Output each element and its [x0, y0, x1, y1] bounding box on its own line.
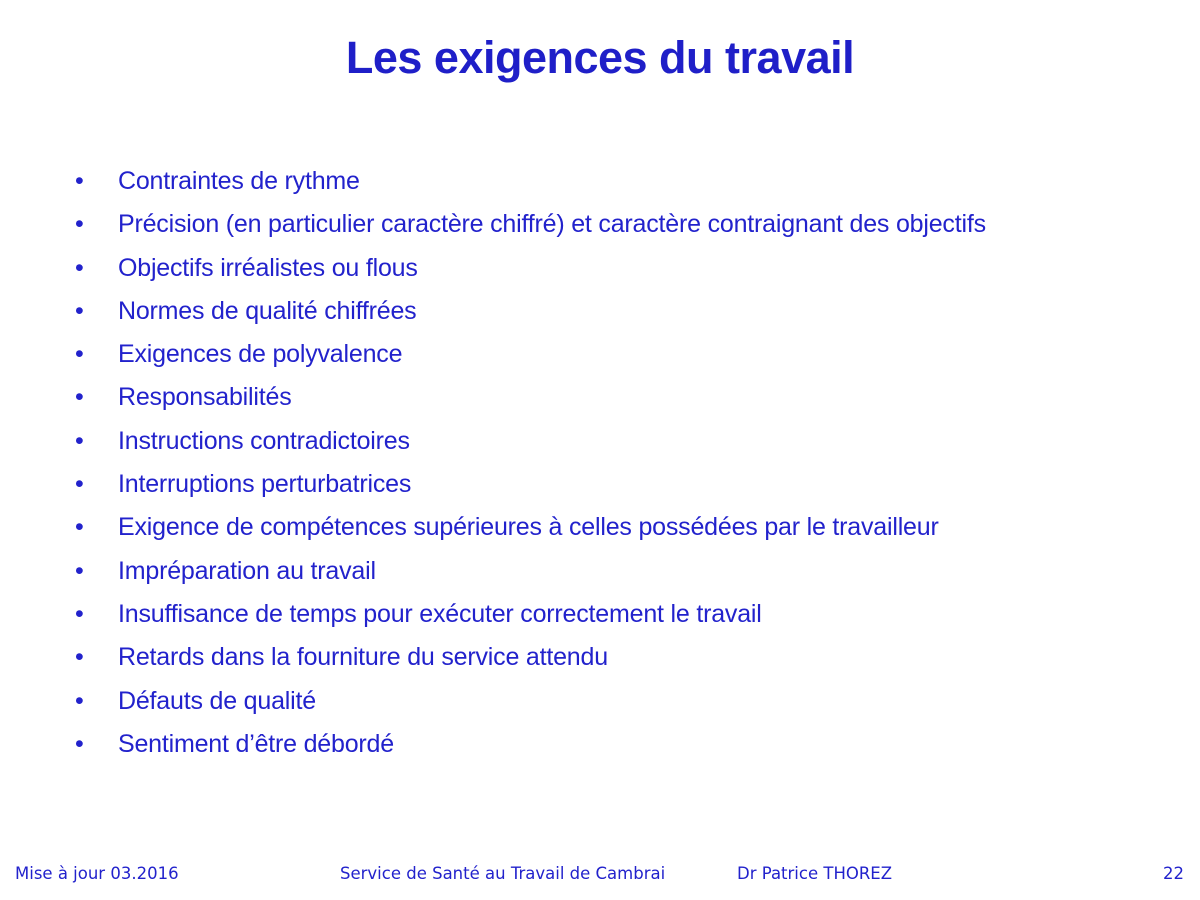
bullet-icon: • [75, 599, 84, 628]
list-item-text: Normes de qualité chiffrées [118, 296, 417, 325]
list-item [75, 376, 1175, 419]
list-item [75, 420, 1175, 463]
list-item-text: Exigences de polyvalence [118, 340, 403, 369]
bullet-icon: • [75, 167, 84, 195]
list-item-text: Retards dans la fourniture du service attendu [118, 643, 608, 672]
footer-page-number: 22 [1163, 864, 1184, 883]
list-item-text: Insuffisance de temps pour exécuter correctement le travail [118, 599, 762, 628]
list-item-text: Objectifs irréalistes ou flous [118, 253, 418, 282]
list-item [75, 680, 1175, 723]
list-item-text: Interruptions perturbatrices [118, 470, 412, 499]
bullet-icon: • [75, 686, 84, 715]
list-item [75, 550, 1175, 593]
footer-organization: Service de Santé au Travail de Cambrai [340, 864, 666, 883]
bullet-icon: • [75, 643, 84, 672]
bullet-icon: • [75, 426, 84, 455]
list-item [75, 160, 1175, 203]
bullet-icon: • [75, 729, 84, 758]
bullet-icon: • [75, 253, 84, 282]
list-item [75, 506, 1175, 549]
list-item [75, 723, 1175, 766]
bullet-icon: • [75, 383, 84, 412]
list-item-text: Impréparation au travail [118, 556, 376, 585]
list-item-text: Contraintes de rythme [118, 167, 360, 195]
list-item [75, 290, 1175, 333]
bullet-list [75, 160, 1175, 766]
footer-author: Dr Patrice THOREZ [737, 864, 893, 883]
list-item-text: Exigence de compétences supérieures à celles possédées par le travailleur [118, 513, 939, 542]
bullet-icon: • [75, 513, 84, 542]
list-item-text: Défauts de qualité [118, 686, 316, 715]
bullet-icon: • [75, 470, 84, 499]
list-item [75, 463, 1175, 506]
list-item [75, 203, 1175, 246]
bullet-icon: • [75, 340, 84, 369]
slide-footer [0, 862, 1200, 888]
list-item-text: Responsabilités [118, 383, 292, 412]
list-item [75, 333, 1175, 376]
footer-updated-date: Mise à jour 03.2016 [15, 864, 179, 883]
list-item-text: Précision (en particulier caractère chiffré) et caractère contraignant des objectifs [118, 210, 986, 239]
page-title: Les exigences du travail [345, 32, 855, 83]
list-item-text: Instructions contradictoires [118, 426, 410, 455]
list-item-text: Sentiment d’être débordé [118, 729, 394, 758]
bullet-icon: • [75, 556, 84, 585]
bullet-icon: • [75, 210, 84, 239]
bullet-icon: • [75, 296, 84, 325]
list-item [75, 636, 1175, 679]
list-item [75, 247, 1175, 290]
list-item [75, 593, 1175, 636]
